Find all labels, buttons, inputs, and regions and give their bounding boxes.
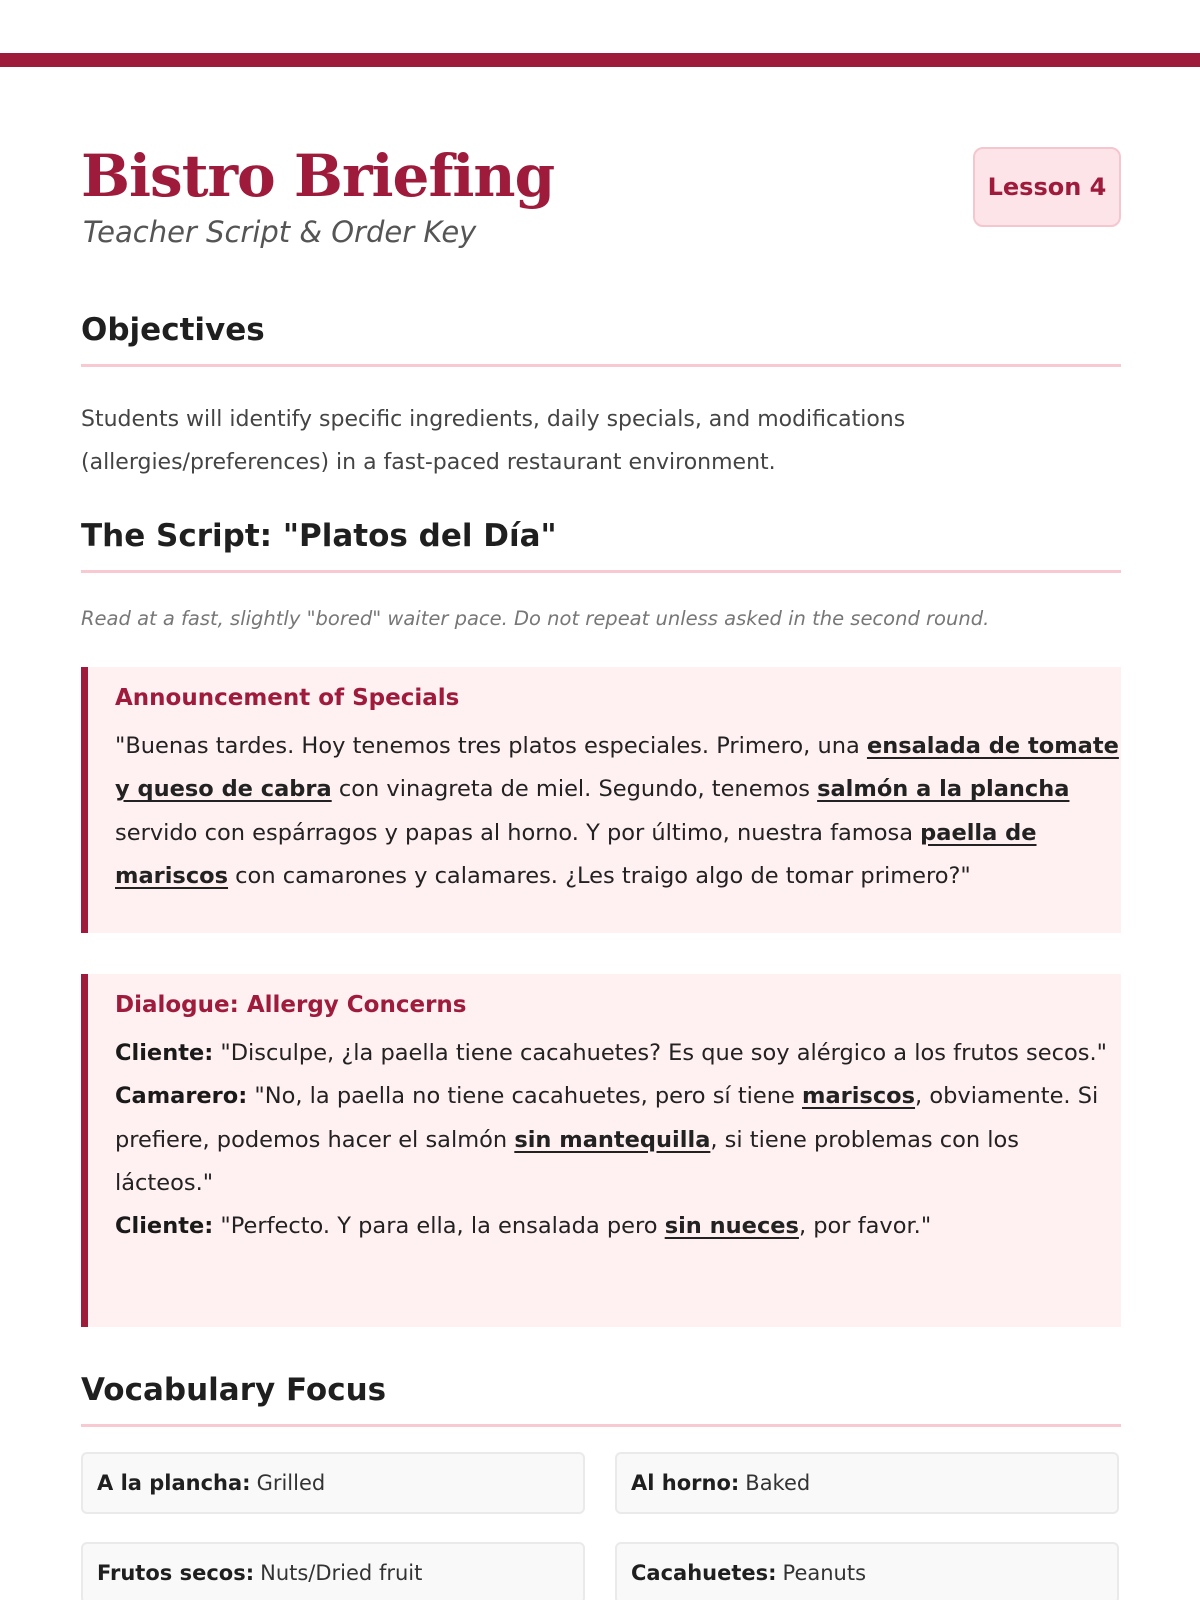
key-dish: salmón a la plancha [817,776,1070,803]
vocab-term: Cacahuetes: [631,1561,777,1585]
speaker-label: Cliente: [115,1213,214,1240]
dialogue-line-text: , por favor." [798,1213,932,1240]
key-dish: ensalada de tomate y queso de cabra [115,733,1119,803]
dialogue-line-text: , si tiene problemas con los lácteos." [115,1126,1020,1196]
dialogue-line-text: "Disculpe, ¿la paella tiene cacahuetes? Es que soy alérgico a los frutos secos." [213,1040,1107,1066]
page-header [81,142,1121,255]
objectives-text: Students will identify specific ingredients, daily specials, and modifications (allergies/preferences) in a fast-paced restaurant environment. [81,407,906,475]
vocab-term: Al horno: [631,1471,740,1495]
speaker-label: Camarero: [115,1083,248,1110]
specials-text-part: servido con espárragos y papas al horno. Y por último, nuestra famosa [115,819,921,846]
dialogue-line-text: "No, la paella no tiene cacahuetes, pero sí tiene [247,1083,802,1110]
dialogue-line [115,1032,1121,1075]
vocab-card [81,1542,585,1600]
vocab-term: Frutos secos: [97,1561,255,1585]
key-dish: paella de mariscos [115,819,1037,889]
vocab-card [615,1542,1119,1600]
vocab-meaning: Baked [745,1471,811,1495]
key-phrase: sin mantequilla [514,1126,711,1153]
objectives-heading: Objectives [81,312,1121,367]
page-subtitle: Teacher Script & Order Key [83,215,477,249]
speaker-label: Cliente: [115,1040,214,1066]
vocab-card [81,1452,585,1514]
vocab-card [615,1452,1119,1514]
dialogue-callout [81,974,1121,1327]
vocab-meaning: Grilled [256,1471,326,1495]
vocabulary-heading: Vocabulary Focus [81,1372,1121,1427]
specials-text-part: con vinagreta de miel. Segundo, tenemos [331,776,818,803]
specials-text-part: con camarones y calamares. ¿Les traigo algo de tomar primero?" [228,862,971,889]
key-phrase: mariscos [802,1083,916,1110]
page-title: Bistro Briefing [81,142,555,210]
specials-text-part: "Buenas tardes. Hoy tenemos tres platos especiales. Primero, una [115,733,867,759]
dialogue-title: Dialogue: Allergy Concerns [115,992,467,1018]
dialogue-line [115,1075,1121,1205]
lesson-badge: Lesson 4 [973,147,1121,227]
dialogue-line-text: "Perfecto. Y para ella, la ensalada pero [213,1213,665,1240]
specials-title: Announcement of Specials [115,685,460,711]
specials-callout [81,667,1121,933]
specials-text [115,725,1121,898]
dialogue-line [115,1205,1121,1248]
vocab-meaning: Peanuts [782,1561,867,1585]
key-phrase: sin nueces [664,1213,799,1240]
script-note: Read at a fast, slightly "bored" waiter pace. Do not repeat unless asked in the second round. [81,607,990,630]
dialogue-text [115,1032,1121,1248]
dialogue-line-text: , obviamente. Si prefiere, podemos hacer el salmón [115,1083,1099,1153]
vocab-meaning: Nuts/Dried fruit [260,1561,423,1585]
top-accent-bar [0,53,1200,67]
vocab-term: A la plancha: [97,1471,251,1495]
script-heading: The Script: "Platos del Día" [81,518,1121,573]
